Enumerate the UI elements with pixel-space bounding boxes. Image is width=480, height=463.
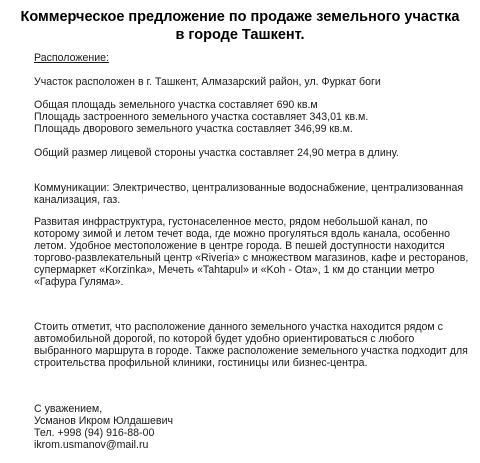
infrastructure-line-2: которому зимой и летом течет вода, где можно прогуляться вдоль канала, особенно [34, 228, 450, 240]
total-area-text: Общая площадь земельного участка составляет 690 кв.м [34, 99, 318, 111]
note-line-4: строительства профильной клиники, гостиницы или бизнес-центра. [34, 357, 368, 369]
location-heading: Расположение: [34, 52, 109, 64]
facade-length-text: Общий размер лицевой стороны участка составляет 24,90 метра в длину. [34, 147, 399, 159]
note-line-3: выбранного маршрута в городе. Также расположение земельного участка подходит для [34, 345, 468, 357]
infrastructure-line-1: Развитая инфраструктура, густонаселенное место, рядом небольшой канал, по [34, 216, 428, 228]
communications-line-2: канализация, газ. [34, 194, 121, 206]
signature-greeting: С уважением, [34, 403, 103, 415]
infrastructure-line-4: торгово-развлекательный центр «Riveria» с множеством магазинов, кафе и ресторанов, [34, 252, 469, 264]
infrastructure-line-3: летом. Удобное местоположение в центре города. В пешей доступности находится [34, 240, 445, 252]
note-line-1: Стоить отметит, что расположение данного земельного участка находится рядом с [34, 321, 443, 333]
note-line-2: автомобильной дорогой, по которой будет удобно ориентироваться с любого [34, 333, 415, 345]
communications-line-1: Коммуникации: Электричество, централизованные водоснабжение, централизованная [34, 182, 464, 194]
signature-phone: Тел. +998 (94) 916-88-00 [34, 427, 155, 439]
signature-email: ikrom.usmanov@mail.ru [34, 439, 149, 451]
document-title-line-2: в городе Ташкент. [175, 27, 305, 43]
infrastructure-line-6: «Гафура Гуляма». [34, 276, 124, 288]
built-area-text: Площадь застроенного земельного участка составляет 343,01 кв.м. [34, 111, 369, 123]
infrastructure-line-5: супермаркет «Korzinka», Мечеть «Tahtapul» и «Koh - Ota», 1 км до станции метро [34, 264, 435, 276]
signature-name: Усманов Икром Юлдашевич [34, 415, 174, 427]
document-title-line-1: Коммерческое предложение по продаже земельного участка [20, 9, 460, 25]
yard-area-text: Площадь дворового земельного участка составляет 346,99 кв.м. [34, 123, 353, 135]
address-text: Участок расположен в г. Ташкент, Алмазарский район, ул. Фуркат боги [34, 76, 381, 88]
